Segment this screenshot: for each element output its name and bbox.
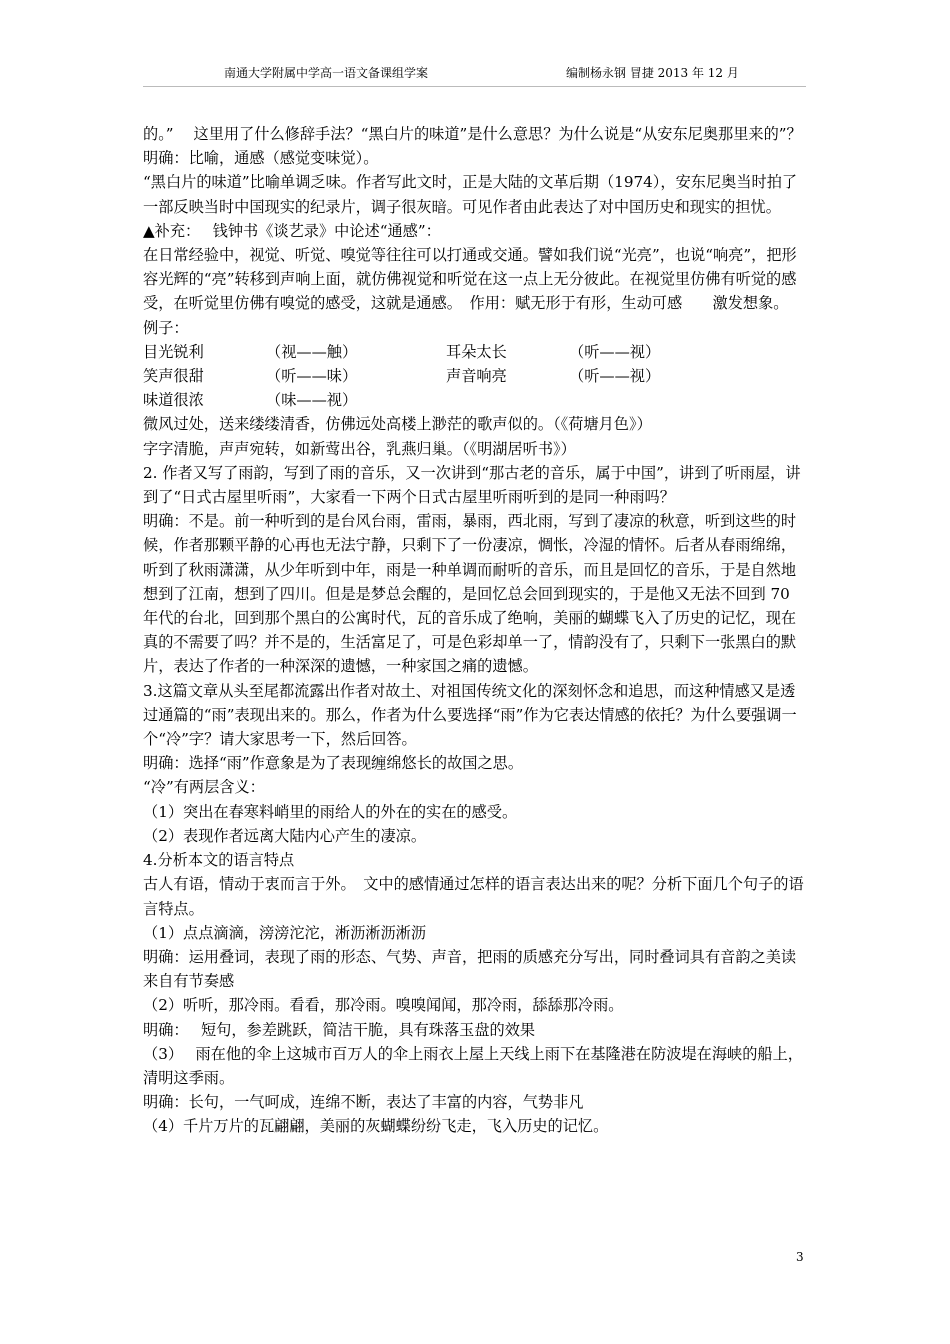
example-row <box>143 388 809 412</box>
paragraph: （3） 雨在他的伞上这城市百万人的伞上雨衣上屋上天线上雨下在基隆港在防波堤在海峡的船上，清明这季雨。 <box>143 1044 803 1087</box>
paragraph: “黑白片的味道”比喻单调乏味。作者写此文时，正是大陆的文革后期（1974），安东尼奥当时拍了一部反映当时中国现实的纪录片，调子很灰暗。可见作者由此表达了对中国历史和现实的担忧。 <box>143 173 798 216</box>
paragraph: 的。” 这里用了什么修辞手法？“黑白片的味道”是什么意思？为什么说是“从安东尼奥那里来的”？ <box>143 125 802 143</box>
paragraph: 字字清脆，声声宛转，如新莺出谷，乳燕归巢。（《明湖居听书》） <box>143 439 576 458</box>
paragraph: 明确：运用叠词，表现了雨的形态、气势、声音，把雨的质感充分写出，同时叠词具有音韵之美读来自有节奏感 <box>143 947 797 991</box>
paragraph: 2. 作者又写了雨韵，写到了雨的音乐，又一次讲到“那古老的音乐，属于中国”，讲到了听雨屋，讲到了“日式古屋里听雨”，大家看一下两个日式古屋里听雨听到的是同一种雨吗？ <box>143 463 801 507</box>
paragraph: （2）听听，那冷雨。看看，那冷雨。嗅嗅闻闻，那冷雨，舔舔那冷雨。 <box>143 996 624 1015</box>
paragraph: 在日常经验中，视觉、听觉、嗅觉等往往可以打通或交通。譬如我们说“光亮”，也说“响亮”，把形容光辉的“亮”转移到声响上面，就仿佛视觉和听觉在这一点上无分彼此。在视觉里仿佛有听觉的感受，在听觉里仿佛有嗅觉的感受，这就是通感。 作用：赋无形于有形，生动可感 激发想象。 例子： <box>143 246 797 337</box>
section-heading: 4.分析本文的语言特点 <box>143 851 295 870</box>
paragraph: 明确：选择“雨”作意象是为了表现缠绵悠长的故国之思。 <box>143 754 524 773</box>
example-phrase: 目光锐利 <box>143 342 204 361</box>
paragraph: 明确：不是。前一种听到的是台风台雨，雷雨，暴雨，西北雨，写到了凄凉的秋意，听到这些的时候，作者那颗平静的心再也无法宁静，只剩下了一份凄凉，惆怅，冷湿的情怀。后者从春雨绵绵，听到了秋雨潇潇，从少年听到中年，雨是一种单调而耐听的音乐，而且是回忆的音乐，于是自然地想到了江南，想到了四川。但是是梦总会醒的，是回忆总会回到现实的，于是他又无法不回到 70 年代的台北，回到那个黑白的公寓时代，瓦的音乐成了绝响，美丽的蝴蝶飞入了历史的记忆，现在真的不需要了吗？并不是的，生活富足了，可是色彩却单一了，情韵没有了，只剩下一张黑白的默片，表达了作者的一种深深的遗憾，一种家国之痛的遗憾。 <box>143 512 797 676</box>
example-sense: （味——视） <box>266 391 358 410</box>
document-body <box>143 122 809 1139</box>
example-phrase: 笑声很甜 <box>143 367 204 386</box>
example-sense: （视——触） <box>266 342 358 361</box>
paragraph: 微风过处，送来缕缕清香，仿佛远处高楼上渺茫的歌声似的。（《荷塘月色》） <box>143 415 652 434</box>
example-phrase: 声音响亮 <box>446 367 507 386</box>
page-header <box>0 0 950 106</box>
example-sense: （听——视） <box>569 367 661 386</box>
paragraph: （1）突出在春寒料峭里的雨给人的外在的实在的感受。 <box>143 802 518 821</box>
example-row <box>143 364 809 388</box>
paragraph: 明确： 短句，参差跳跃，简洁干脆，具有珠落玉盘的效果 <box>143 1020 536 1039</box>
example-sense: （听——味） <box>266 367 358 386</box>
paragraph: （4）千片万片的瓦翩翩，美丽的灰蝴蝶纷纷飞走，飞入历史的记忆。 <box>143 1117 609 1136</box>
header-editor: 编制杨永钢 冒捷 2013 年 12 月 <box>566 66 739 80</box>
example-phrase: 耳朵太长 <box>446 342 507 361</box>
paragraph: 古人有语，情动于衷而言于外。 文中的感情通过怎样的语言表达出来的呢？分析下面几个句子的语言特点。 <box>143 875 804 918</box>
paragraph: （1）点点滴滴，滂滂沱沱，淅沥淅沥淅沥 <box>143 923 427 942</box>
paragraph: 明确：长句，一气呵成，连绵不断，表达了丰富的内容，气势非凡 <box>143 1093 584 1112</box>
paragraph: ▲补充： 钱钟书《谈艺录》中论述“通感”： <box>143 221 441 240</box>
example-phrase: 味道很浓 <box>143 391 204 410</box>
paragraph: 明确：比喻，通感（感觉变味觉）。 <box>143 149 379 168</box>
header-rule <box>143 86 806 87</box>
example-row <box>143 340 809 364</box>
example-sense: （听——视） <box>569 342 661 361</box>
page-number: 3 <box>796 1250 804 1264</box>
paragraph: “冷”有两层含义： <box>143 778 265 797</box>
paragraph: 3.这篇文章从头至尾都流露出作者对故土、对祖国传统文化的深刻怀念和追思，而这种情感又是透过通篇的“雨”表现出来的。那么，作者为什么要选择“雨”作为它表达情感的依托？为什么要强调一个“冷”字？请大家思考一下，然后回答。 <box>143 681 797 749</box>
header-school: 南通大学附属中学高一语文备课组学案 <box>224 66 429 80</box>
paragraph: （2）表现作者远离大陆内心产生的凄凉。 <box>143 826 427 845</box>
